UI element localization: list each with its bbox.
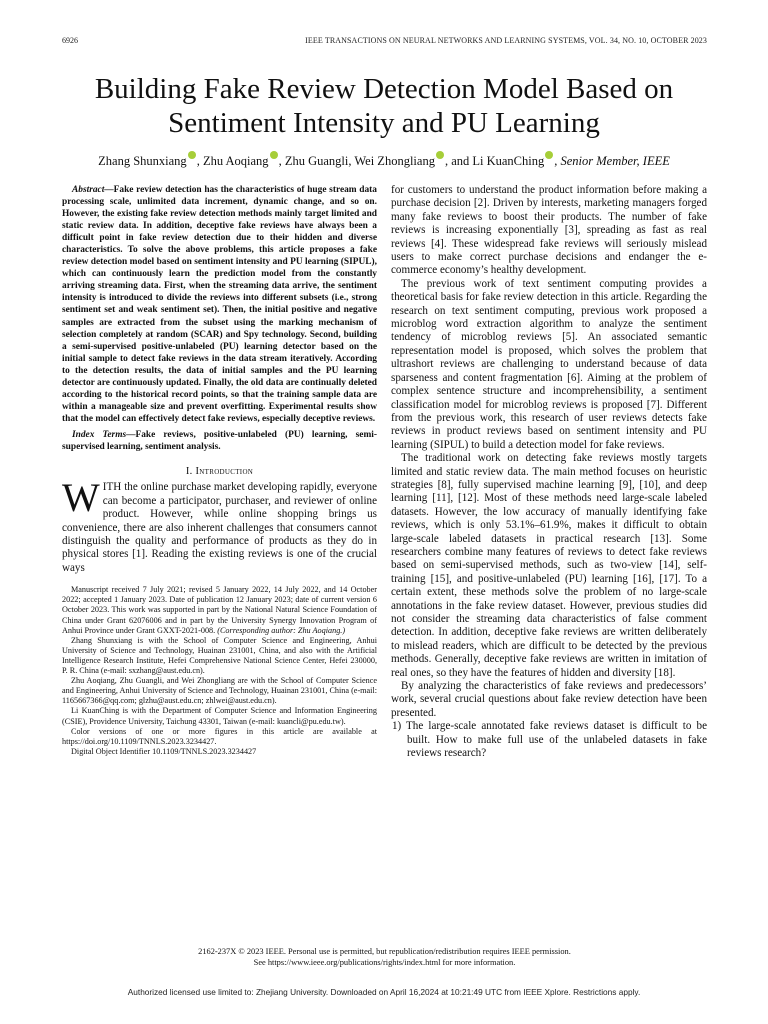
intro-caps: ITH bbox=[102, 481, 122, 494]
intro-body: the online purchase market developing rapidly, everyone can become a participator, purchaser, and reviewer of online product. However, while online shopping brings us convenience, there are also inherent challenges that consumers cannot distinguish the quality and performance of products as they do in physical stores [1]. Reading the existing reviews is one of the crucial ways bbox=[62, 481, 377, 574]
rights-link[interactable]: See https://www.ieee.org/publications/rights/index.html for more information. bbox=[253, 958, 516, 967]
right-column bbox=[391, 184, 707, 760]
orcid-icon[interactable] bbox=[545, 151, 553, 159]
journal-info: IEEE TRANSACTIONS ON NEURAL NETWORKS AND LEARNING SYSTEMS, VOL. 34, NO. 10, OCTOBER 2023 bbox=[305, 36, 707, 45]
left-column bbox=[62, 184, 377, 757]
footnotes bbox=[62, 585, 377, 757]
footnote-author-1: Zhang Shunxiang is with the School of Computer Science and Engineering, Anhui University of Science and Technology, Huainan 231001, China, and also with the Artificial Intelligence Research Institute, Hefei Comprehensive National Science Center, Hefei 230000, P. R. China (e-mail: sxzhang@aust.edu.cn). bbox=[62, 635, 377, 676]
footnote-doi: Digital Object Identifier 10.1109/TNNLS.2023.3234427 bbox=[71, 746, 257, 756]
abstract-body: —Fake review detection has the characteristics of huge stream data processing scale, unlimited data increment, dynamic change, and so on. However, the existing fake review detection methods mainly target limited and static review data. In addition, deceptive fake reviews have always been a difficult point in fake review detection due to their hidden and diverse characteristics. To solve the above problems, this article proposes a fake review detection model based on sentiment intensity and PU learning (SIPUL), which can continuously learn the prediction model from the constantly arriving streaming data. First, when the streaming data arrive, the sentiment intensity is introduced to divide the reviews into different subsets (i.e., strong sentiment set and weak sentiment set). Then, the initial positive and negative samples are extracted from the subset using the marking mechanism of selection completely at random (SCAR) and Spy technology. Second, building a semi-supervised positive-unlabeled (PU) learning detector based on the initial sample to detect fake reviews in the data stream iteratively. According to the detection results, the data of initial samples and the PU learning detector are continuously updated. Finally, the old data are continually deleted according to the historical record points, so that the training sample data are within a manageable size and prevent overfitting. Experimental results show that the model can effectively detect fake reviews, especially deceptive reviews. bbox=[62, 185, 377, 424]
paragraph-continued: for customers to understand the product information before making a purchase decision [2]. Driven by interests, marketing managers forged many fake reviews to boost their products. The number of fake reviews is increasing exponentially [3], spreading as fast as real reviews [4]. These widespread fake reviews will seriously mislead users to make correct purchase decisions and endanger the e-commerce economy’s healthy development. bbox=[391, 184, 707, 277]
section-heading-introduction: I. Introduction bbox=[185, 466, 254, 478]
license-footer: Authorized licensed use limited to: Zhejiang University. Downloaded on April 16,2024 at 10:21:49 UTC from IEEE Xplore. Restrictions apply. bbox=[127, 987, 641, 997]
paragraph-questions: By analyzing the characteristics of fake reviews and predecessors’ work, several crucial questions about fake review detection have been presented. bbox=[391, 680, 707, 719]
orcid-icon[interactable] bbox=[270, 151, 278, 159]
author-1: Zhang Shunxiang bbox=[98, 154, 187, 169]
paragraph-traditional-work: The traditional work on detecting fake reviews mostly targets limited and static review data. The main method focuses on heuristic strategies [8], fully supervised machine learning [9], [10], and deep learning [11], [12]. Most of these methods need large-scale labeled datasets. However, the low accuracy of manually identifying fake reviews, which is only 53.1%–61.9%, makes it difficult to obtain large-scale labeled datasets in practical research [13]. Some researchers combine many features of reviews to detect fake reviews based on semi-supervised methods, such as two-view [14], self-training [15], and positive-unlabeled (PU) learning [16], [17]. To a certain extent, these methods solve the problem of no large-scale annotations in the fake review dataset. However, previous studies did not consider the streaming data characteristics of false comment detection. In addition, deceptive fake reviews are written deliberately to mislead readers, which are difficult to be detected by the previous methods. Generally, deceptive fake reviews are written in imitation of real ones, so they have the features of hidden and diversity [18]. bbox=[391, 452, 707, 679]
index-terms-label: Index Terms bbox=[72, 429, 127, 440]
index-terms-body: —Fake reviews, positive-unlabeled (PU) learning, semi-supervised learning, sentiment analysis. bbox=[62, 429, 377, 452]
orcid-icon[interactable] bbox=[436, 151, 444, 159]
copyright-notice: 2162-237X © 2023 IEEE. Personal use is permitted, but republication/redistribution requires IEEE permission. See https://www.ieee.org/publications/rights/index.html for more information. bbox=[62, 946, 707, 968]
paragraph-sentiment-work: The previous work of text sentiment computing provides a theoretical basis for fake review detection in this article. Regarding the research on text sentiment computing, previous work proposed a microblog word extraction algorithm to analyze the sentiment tendency of microblog reviews [5]. An associated semantic representation model is proposed, which solves the problem that ultrashort reviews are challenging to understand because of data sparseness and content fragmentation [6]. Aiming at the problem of complex sentence structure and incomprehensibility, a sentiment classification model for microblog reviews is proposed [7]. Different from the previous work, this research of user reviews detects fake reviews in product reviews based on sentiment intensity and PU learning (SIPUL) to build a detection model for fake reviews. bbox=[391, 277, 707, 451]
list-item: 1) The large-scale annotated fake reviews dataset is difficult to be built. How to make full use of the unlabeled datasets in fake reviews research? bbox=[392, 720, 707, 760]
footnote-color-versions: Color versions of one or more figures in this article are available at https://doi.org/10.1109/TNNLS.2023.3234427. bbox=[62, 726, 377, 746]
author-3-4: Zhu Guangli, Wei Zhongliang bbox=[284, 154, 435, 169]
index-terms bbox=[62, 429, 377, 453]
page-number: 6926 bbox=[62, 36, 78, 45]
paper-title bbox=[40, 72, 728, 140]
footnote-authors-2-4: Zhu Aoqiang, Zhu Guangli, and Wei Zhongliang are with the School of Computer Science and Engineering, Anhui University of Science and Technology, Huainan 231001, China (e-mail: 1165667366@qq.com; glzhu@aust.edu.cn; zhlwei@aust.edu.cn). bbox=[62, 676, 377, 706]
orcid-icon[interactable] bbox=[188, 151, 196, 159]
drop-cap: W bbox=[62, 475, 100, 521]
abstract bbox=[62, 184, 377, 425]
running-header bbox=[62, 36, 707, 50]
author-list: Zhang Shunxiang , Zhu Aoqiang , Zhu Guangli, Wei Zhongliang , and Li KuanChing , Senior Member, IEEE bbox=[40, 152, 728, 169]
intro-paragraph bbox=[62, 475, 377, 575]
title-line-1: Building Fake Review Detection Model Based on bbox=[94, 73, 674, 105]
title-line-2: Sentiment Intensity and PU Learning bbox=[168, 107, 600, 139]
footnote-manuscript: Manuscript received 7 July 2021; revised 5 January 2022, 14 July 2022, and 14 October 2022; accepted 1 January 2023. Date of publication 12 January 2023; date of current version 6 October 2023. This work was supported in part by the National Natural Science Foundation of China under Grant 62076006 and in part by the University Synergy Innovation Program of Anhui Province under Grant GXXT-2021-008. (Corresponding author: Zhu Aoqiang.) bbox=[62, 585, 377, 635]
footnote-author-5: Li KuanChing is with the Department of Computer Science and Information Engineering (CSIE), Providence University, Taichung 43301, Taiwan (e-mail: kuancli@pu.edu.tw). bbox=[62, 706, 377, 726]
abstract-label: Abstract bbox=[72, 185, 105, 195]
author-5: , and Li KuanChing bbox=[444, 154, 545, 169]
author-2: Zhu Aoqiang bbox=[202, 154, 269, 169]
section-title: Introduction bbox=[195, 466, 254, 478]
author-role: Senior Member, IEEE bbox=[560, 154, 670, 169]
